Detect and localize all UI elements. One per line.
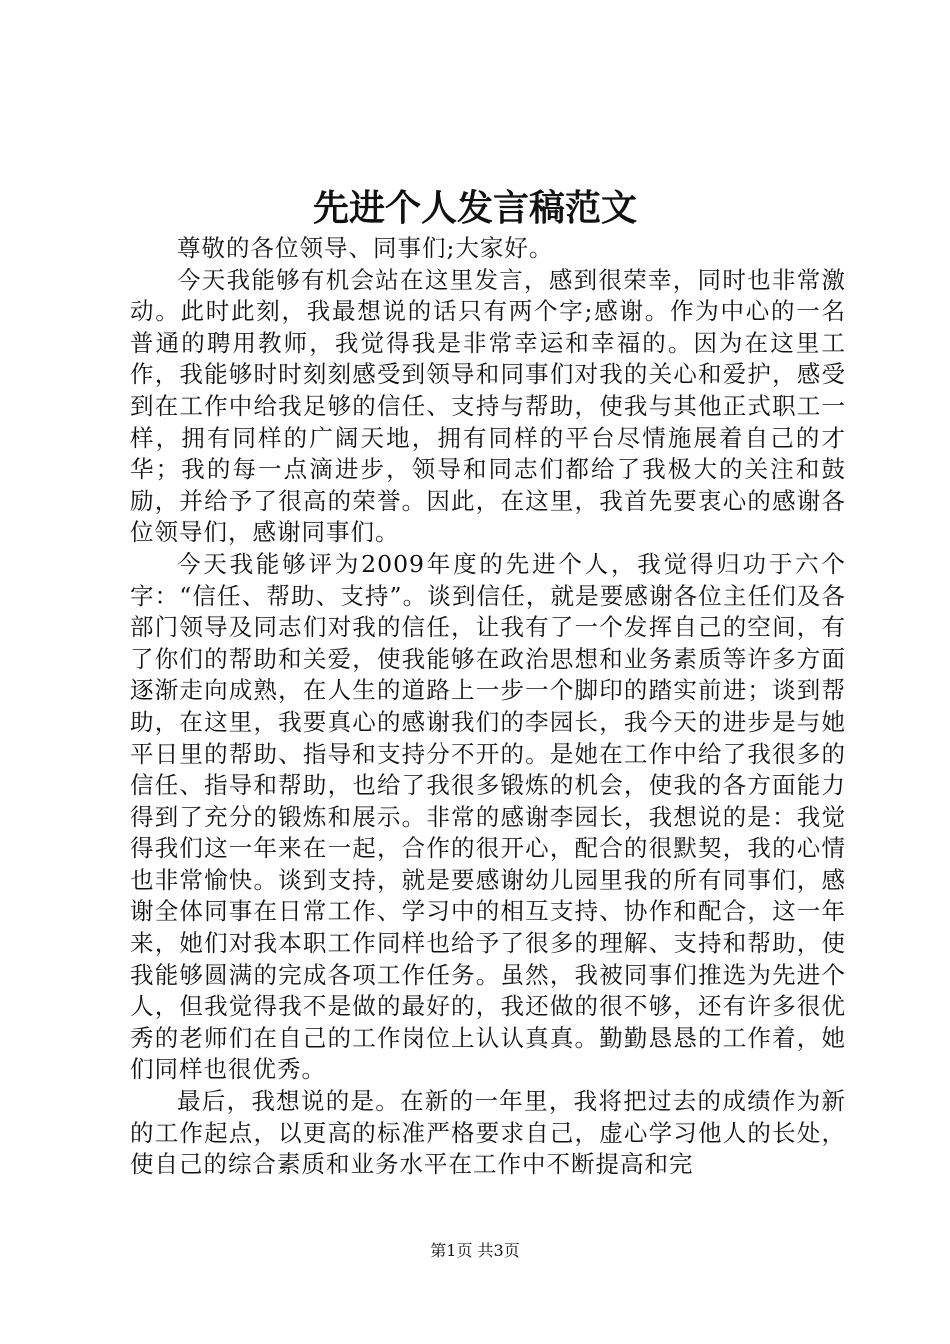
paragraph-greeting: 尊敬的各位领导、同事们;大家好。 xyxy=(177,234,554,262)
document-title: 先进个人发言稿范文 xyxy=(312,187,637,229)
paragraph-trust-help-support: 今天我能够评为2009年度的先进个人，我觉得归功于六个字：“信任、帮助、支持”。谈到信任，就是要感谢各位主任们及各部门领导及同志们对我的信任，让我有了一个发挥自己的空间，有了你们的帮助和关爱，使我能够在政治思想和业务素质等许多方面逐渐走向成熟，在人生的道路上一步一个脚印的踏实前进；谈到帮助，在这里，我要真心的感谢我们的李园长，我今天的进步是与她平日里的帮助、指导和支持分不开的。是她在工作中给了我很多的信任、指导和帮助，也给了我很多锻炼的机会，使我的各方面能力得到了充分的锻炼和展示。非常的感谢李园长，我想说的是：我觉得我们这一年来在一起，合作的很开心，配合的很默契，我的心情也非常愉快。谈到支持，就是要感谢幼儿园里我的所有同事们，感谢全体同事在日常工作、学习中的相互支持、协作和配合，这一年来，她们对我本职工作同样也给予了很多的理解、支持和帮助，使我能够圆满的完成各项工作任务。虽然，我被同事们推选为先进个人，但我觉得我不是做的最好的，我还做的很不够，还有许多很优秀的老师们在自己的工作岗位上认认真真。勤勤恳恳的工作着，她们同样也很优秀。 xyxy=(130,549,846,1084)
page-number: 第1页 共3页 xyxy=(430,1241,520,1260)
paragraph-closing: 最后，我想说的是。在新的一年里，我将把过去的成绩作为新的工作起点，以更高的标准严格要求自己，虚心学习他人的长处，使自己的综合素质和业务水平在工作中不断提高和完 xyxy=(130,1087,846,1179)
document-body xyxy=(130,233,846,1181)
paragraph-thanks: 今天我能够有机会站在这里发言，感到很荣幸，同时也非常激动。此时此刻，我最想说的话只有两个字;感谢。作为中心的一名普通的聘用教师，我觉得我是非常幸运和幸福的。因为在这里工作，我能够时时刻刻感受到领导和同事们对我的关心和爱护，感受到在工作中给我足够的信任、支持与帮助，使我与其他正式职工一样，拥有同样的广阔天地，拥有同样的平台尽情施展着自己的才华；我的每一点滴进步，领导和同志们都给了我极大的关注和鼓励，并给予了很高的荣誉。因此，在这里，我首先要衷心的感谢各位领导们，感谢同事们。 xyxy=(130,265,846,547)
